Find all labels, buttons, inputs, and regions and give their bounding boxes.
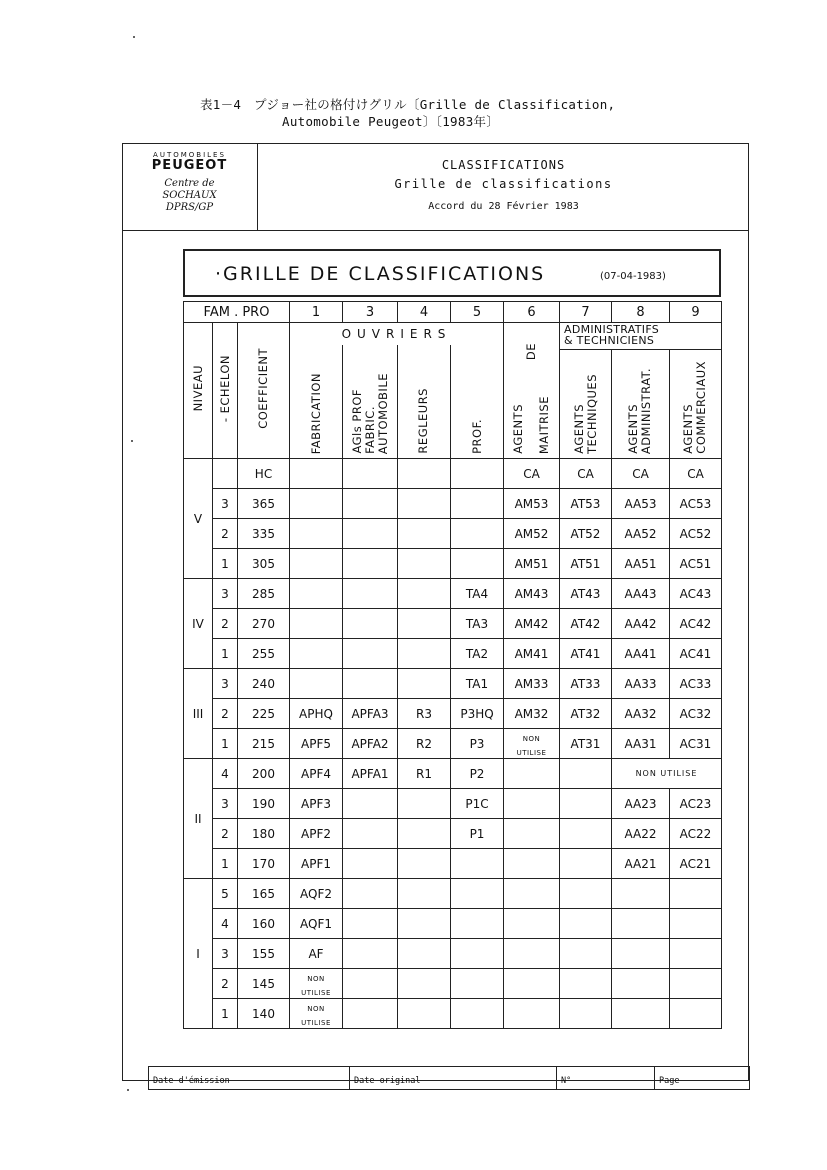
table-cell bbox=[612, 999, 670, 1029]
grid-date: (07-04-1983) bbox=[600, 271, 666, 282]
table-cell: TA1 bbox=[451, 669, 504, 699]
table-row bbox=[184, 549, 722, 579]
table-cell bbox=[560, 999, 612, 1029]
table-cell bbox=[343, 639, 398, 669]
fam-pro-label: FAM . PRO bbox=[184, 302, 290, 323]
table-cell: AT52 bbox=[560, 519, 612, 549]
table-cell: AC33 bbox=[670, 669, 722, 699]
table-cell: AA23 bbox=[612, 789, 670, 819]
fabrication-header: FABRICATION bbox=[290, 345, 343, 458]
table-cell: R2 bbox=[398, 729, 451, 759]
table-cell bbox=[451, 519, 504, 549]
table-row bbox=[184, 519, 722, 549]
table-cell: TA2 bbox=[451, 639, 504, 669]
table-cell: R3 bbox=[398, 699, 451, 729]
table-cell bbox=[504, 999, 560, 1029]
non-utilise-cell: NON UTILISE bbox=[290, 969, 343, 999]
table-row bbox=[184, 609, 722, 639]
table-cell: 140 bbox=[238, 999, 290, 1029]
table-cell bbox=[398, 639, 451, 669]
table-cell bbox=[504, 909, 560, 939]
level-i: I bbox=[184, 879, 213, 1029]
caption-line-1: 表1－4 プジョー社の格付けグリル〔Grille de Classification, bbox=[200, 97, 616, 112]
table-cell bbox=[612, 909, 670, 939]
table-cell bbox=[398, 609, 451, 639]
table-cell bbox=[504, 939, 560, 969]
table-cell: 165 bbox=[238, 879, 290, 909]
table-cell: AC22 bbox=[670, 819, 722, 849]
fam-pro-row bbox=[184, 302, 722, 323]
table-cell: 270 bbox=[238, 609, 290, 639]
table-cell bbox=[612, 879, 670, 909]
table-cell: AQF1 bbox=[290, 909, 343, 939]
table-cell bbox=[290, 579, 343, 609]
table-cell: 1 bbox=[213, 639, 238, 669]
level-v: V bbox=[184, 459, 213, 579]
agents-maitrise-header: AGENTS DE MAITRISE bbox=[504, 323, 560, 459]
table-cell: APF5 bbox=[290, 729, 343, 759]
table-row bbox=[184, 789, 722, 819]
table-cell bbox=[612, 939, 670, 969]
table-cell: 240 bbox=[238, 669, 290, 699]
table-cell: APFA2 bbox=[343, 729, 398, 759]
grid-title: ·GRILLE DE CLASSIFICATIONS bbox=[215, 263, 546, 285]
table-cell bbox=[504, 849, 560, 879]
table-cell: 160 bbox=[238, 909, 290, 939]
fam-col-9: 9 bbox=[670, 302, 722, 323]
table-cell: P1C bbox=[451, 789, 504, 819]
table-cell bbox=[398, 549, 451, 579]
table-cell bbox=[560, 939, 612, 969]
table-cell: AT51 bbox=[560, 549, 612, 579]
fam-col-7: 7 bbox=[560, 302, 612, 323]
dprs-label: DPRS/GP bbox=[165, 202, 214, 213]
table-cell bbox=[504, 879, 560, 909]
table-cell bbox=[398, 489, 451, 519]
table-row bbox=[184, 939, 722, 969]
table-row bbox=[184, 819, 722, 849]
table-cell bbox=[398, 459, 451, 489]
hc-c8: CA bbox=[612, 459, 670, 489]
table-cell bbox=[290, 549, 343, 579]
table-cell: AA22 bbox=[612, 819, 670, 849]
echelon-header: - ECHELON bbox=[213, 323, 238, 459]
table-cell: 190 bbox=[238, 789, 290, 819]
agents-administratifs-header: AGENTS ADMINISTRAT. bbox=[612, 350, 670, 458]
agents-techniques-header: AGENTS TECHNIQUES bbox=[560, 350, 612, 458]
table-cell: TA3 bbox=[451, 609, 504, 639]
table-cell: 3 bbox=[213, 789, 238, 819]
table-cell bbox=[451, 939, 504, 969]
table-cell: AT41 bbox=[560, 639, 612, 669]
table-row bbox=[184, 969, 722, 999]
table-cell bbox=[451, 909, 504, 939]
level-iii: III bbox=[184, 669, 213, 759]
niveau-header: NIVEAU bbox=[184, 323, 213, 459]
table-cell: 2 bbox=[213, 519, 238, 549]
table-cell: AQF2 bbox=[290, 879, 343, 909]
table-cell bbox=[398, 789, 451, 819]
table-cell: R1 bbox=[398, 759, 451, 789]
classification-grid bbox=[183, 301, 722, 1029]
table-cell: 335 bbox=[238, 519, 290, 549]
table-cell: APF1 bbox=[290, 849, 343, 879]
table-cell bbox=[343, 789, 398, 819]
table-cell bbox=[504, 969, 560, 999]
table-cell bbox=[398, 939, 451, 969]
table-cell bbox=[451, 849, 504, 879]
table-cell: 200 bbox=[238, 759, 290, 789]
table-cell bbox=[398, 519, 451, 549]
table-cell: AC53 bbox=[670, 489, 722, 519]
table-cell: 225 bbox=[238, 699, 290, 729]
table-cell: 180 bbox=[238, 819, 290, 849]
table-cell bbox=[398, 669, 451, 699]
table-cell: P3HQ bbox=[451, 699, 504, 729]
table-cell: 365 bbox=[238, 489, 290, 519]
regleurs-header: REGLEURS bbox=[398, 345, 451, 458]
table-cell: 1 bbox=[213, 999, 238, 1029]
fam-col-5: 5 bbox=[451, 302, 504, 323]
table-cell: AM52 bbox=[504, 519, 560, 549]
hc-coef: HC bbox=[238, 459, 290, 489]
table-cell: APFA3 bbox=[343, 699, 398, 729]
table-cell: AF bbox=[290, 939, 343, 969]
prof-header: PROF. bbox=[469, 419, 484, 454]
table-cell: 215 bbox=[238, 729, 290, 759]
table-cell: 285 bbox=[238, 579, 290, 609]
ouvriers-header bbox=[290, 323, 504, 459]
level-ii: II bbox=[184, 759, 213, 879]
coefficient-header: COEFFICIENT bbox=[238, 323, 290, 459]
table-row bbox=[184, 909, 722, 939]
table-cell: AA21 bbox=[612, 849, 670, 879]
table-cell bbox=[670, 939, 722, 969]
table-cell bbox=[343, 819, 398, 849]
table-cell: 4 bbox=[213, 759, 238, 789]
table-cell bbox=[504, 789, 560, 819]
fam-col-1: 1 bbox=[290, 302, 343, 323]
table-cell: AA42 bbox=[612, 609, 670, 639]
table-cell: AC43 bbox=[670, 579, 722, 609]
table-cell: AM32 bbox=[504, 699, 560, 729]
table-cell bbox=[343, 489, 398, 519]
level-iv: IV bbox=[184, 579, 213, 669]
peugeot-logo: PEUGEOT bbox=[151, 158, 228, 173]
table-cell bbox=[560, 819, 612, 849]
table-cell: AC41 bbox=[670, 639, 722, 669]
table-cell bbox=[213, 459, 238, 489]
table-cell: AC42 bbox=[670, 609, 722, 639]
document-heading bbox=[258, 150, 749, 212]
table-row bbox=[184, 489, 722, 519]
table-cell bbox=[451, 999, 504, 1029]
non-utilise-cell: NON UTILISE bbox=[612, 759, 722, 789]
table-row bbox=[184, 849, 722, 879]
table-cell bbox=[560, 879, 612, 909]
table-cell: AM51 bbox=[504, 549, 560, 579]
table-cell bbox=[451, 549, 504, 579]
table-cell: 4 bbox=[213, 909, 238, 939]
table-cell: AC31 bbox=[670, 729, 722, 759]
header-divider bbox=[122, 230, 749, 231]
table-cell bbox=[343, 609, 398, 639]
table-cell bbox=[560, 849, 612, 879]
table-cell bbox=[343, 849, 398, 879]
table-cell: AC21 bbox=[670, 849, 722, 879]
table-cell: AM53 bbox=[504, 489, 560, 519]
table-cell: 155 bbox=[238, 939, 290, 969]
table-cell: 255 bbox=[238, 639, 290, 669]
table-cell bbox=[670, 999, 722, 1029]
table-cell bbox=[560, 909, 612, 939]
fam-col-3: 3 bbox=[343, 302, 398, 323]
table-cell: 3 bbox=[213, 669, 238, 699]
table-cell bbox=[343, 909, 398, 939]
table-cell bbox=[670, 879, 722, 909]
table-cell: 145 bbox=[238, 969, 290, 999]
table-cell: AT43 bbox=[560, 579, 612, 609]
hc-row bbox=[184, 459, 722, 489]
table-cell bbox=[398, 849, 451, 879]
centre-label: Centre de bbox=[164, 178, 215, 189]
hc-c9: CA bbox=[670, 459, 722, 489]
hc-c6: CA bbox=[504, 459, 560, 489]
table-cell bbox=[290, 609, 343, 639]
footer-page: Page bbox=[659, 1076, 680, 1086]
table-cell bbox=[290, 489, 343, 519]
table-cell bbox=[504, 819, 560, 849]
company-block bbox=[122, 143, 258, 231]
accord-date: Accord du 28 Février 1983 bbox=[428, 201, 579, 212]
footer-form bbox=[148, 1066, 750, 1090]
table-row bbox=[184, 729, 722, 759]
table-cell bbox=[670, 909, 722, 939]
table-cell bbox=[398, 579, 451, 609]
automobiles-label: AUTOMOBILES bbox=[153, 151, 226, 159]
table-cell: 3 bbox=[213, 579, 238, 609]
table-cell: AA41 bbox=[612, 639, 670, 669]
table-cell: 3 bbox=[213, 489, 238, 519]
table-cell: AT32 bbox=[560, 699, 612, 729]
non-utilise-cell: NON UTILISE bbox=[504, 729, 560, 759]
table-row bbox=[184, 879, 722, 909]
table-cell: AC52 bbox=[670, 519, 722, 549]
table-cell: AT42 bbox=[560, 609, 612, 639]
table-cell bbox=[343, 669, 398, 699]
table-cell: AT33 bbox=[560, 669, 612, 699]
table-row bbox=[184, 639, 722, 669]
table-cell: AA33 bbox=[612, 669, 670, 699]
table-cell: 2 bbox=[213, 819, 238, 849]
table-cell: AC32 bbox=[670, 699, 722, 729]
grid-title-box bbox=[183, 249, 721, 297]
table-cell bbox=[398, 909, 451, 939]
table-cell: AC23 bbox=[670, 789, 722, 819]
grille-subtitle: Grille de classifications bbox=[394, 177, 613, 191]
table-cell: AA51 bbox=[612, 549, 670, 579]
admin-techniciens-label: ADMINISTRATIFS & TECHNICIENS bbox=[564, 323, 660, 347]
table-cell bbox=[343, 969, 398, 999]
table-cell bbox=[451, 879, 504, 909]
table-cell bbox=[343, 579, 398, 609]
table-cell: AA31 bbox=[612, 729, 670, 759]
table-cell: AM41 bbox=[504, 639, 560, 669]
table-cell bbox=[343, 459, 398, 489]
table-cell bbox=[451, 459, 504, 489]
sochaux-label: SOCHAUX bbox=[162, 190, 217, 201]
table-cell bbox=[398, 969, 451, 999]
table-cell: AM43 bbox=[504, 579, 560, 609]
table-cell bbox=[398, 879, 451, 909]
table-cell: APF4 bbox=[290, 759, 343, 789]
table-cell: P3 bbox=[451, 729, 504, 759]
caption-line-2: Automobile Peugeot〕〔1983年〕 bbox=[282, 114, 500, 129]
table-cell: 2 bbox=[213, 969, 238, 999]
table-cell: APHQ bbox=[290, 699, 343, 729]
table-cell bbox=[560, 969, 612, 999]
table-cell: 1 bbox=[213, 549, 238, 579]
admin-techniciens-header bbox=[560, 323, 722, 459]
table-cell: 170 bbox=[238, 849, 290, 879]
table-row bbox=[184, 999, 722, 1029]
table-cell: APFA1 bbox=[343, 759, 398, 789]
column-header-row bbox=[184, 323, 722, 459]
table-cell: 305 bbox=[238, 549, 290, 579]
table-cell: 2 bbox=[213, 699, 238, 729]
table-cell bbox=[290, 519, 343, 549]
table-row bbox=[184, 699, 722, 729]
table-cell: TA4 bbox=[451, 579, 504, 609]
table-cell bbox=[560, 759, 612, 789]
table-cell bbox=[451, 969, 504, 999]
hc-c7: CA bbox=[560, 459, 612, 489]
table-cell bbox=[612, 969, 670, 999]
table-row bbox=[184, 669, 722, 699]
table-cell: 3 bbox=[213, 939, 238, 969]
fam-col-4: 4 bbox=[398, 302, 451, 323]
table-cell bbox=[451, 489, 504, 519]
table-cell: AT53 bbox=[560, 489, 612, 519]
table-cell bbox=[343, 519, 398, 549]
table-cell: AA53 bbox=[612, 489, 670, 519]
table-cell bbox=[398, 999, 451, 1029]
table-cell bbox=[343, 549, 398, 579]
classifications-title: CLASSIFICATIONS bbox=[441, 158, 566, 172]
table-cell bbox=[290, 669, 343, 699]
table-cell bbox=[560, 789, 612, 819]
table-cell: AC51 bbox=[670, 549, 722, 579]
table-cell: APF3 bbox=[290, 789, 343, 819]
table-cell bbox=[343, 879, 398, 909]
table-row bbox=[184, 579, 722, 609]
table-cell: 1 bbox=[213, 729, 238, 759]
table-cell: 2 bbox=[213, 609, 238, 639]
footer-date-original: Date original bbox=[350, 1067, 557, 1089]
table-caption bbox=[200, 96, 615, 130]
table-cell: APF2 bbox=[290, 819, 343, 849]
table-cell: 5 bbox=[213, 879, 238, 909]
table-cell bbox=[343, 939, 398, 969]
table-cell: P1 bbox=[451, 819, 504, 849]
table-cell bbox=[290, 459, 343, 489]
table-cell bbox=[504, 759, 560, 789]
table-cell: AM42 bbox=[504, 609, 560, 639]
table-cell: 1 bbox=[213, 849, 238, 879]
non-utilise-cell: NON UTILISE bbox=[290, 999, 343, 1029]
agls-header: AGls PROF FABRIC. AUTOMOBILE bbox=[343, 345, 398, 458]
table-row bbox=[184, 759, 722, 789]
fam-col-6: 6 bbox=[504, 302, 560, 323]
footer-number: N° bbox=[557, 1067, 655, 1089]
table-cell bbox=[670, 969, 722, 999]
table-cell bbox=[290, 639, 343, 669]
table-cell: AT31 bbox=[560, 729, 612, 759]
footer-date-emission: Date d'émission bbox=[149, 1067, 350, 1089]
agents-commerciaux-header: AGENTS COMMERCIAUX bbox=[681, 361, 709, 454]
ouvriers-label: OUVRIERS bbox=[341, 327, 452, 341]
table-cell: P2 bbox=[451, 759, 504, 789]
table-cell bbox=[398, 819, 451, 849]
table-cell: AA43 bbox=[612, 579, 670, 609]
table-cell: AA52 bbox=[612, 519, 670, 549]
fam-col-8: 8 bbox=[612, 302, 670, 323]
table-cell: AA32 bbox=[612, 699, 670, 729]
table-cell: AM33 bbox=[504, 669, 560, 699]
table-cell bbox=[343, 999, 398, 1029]
